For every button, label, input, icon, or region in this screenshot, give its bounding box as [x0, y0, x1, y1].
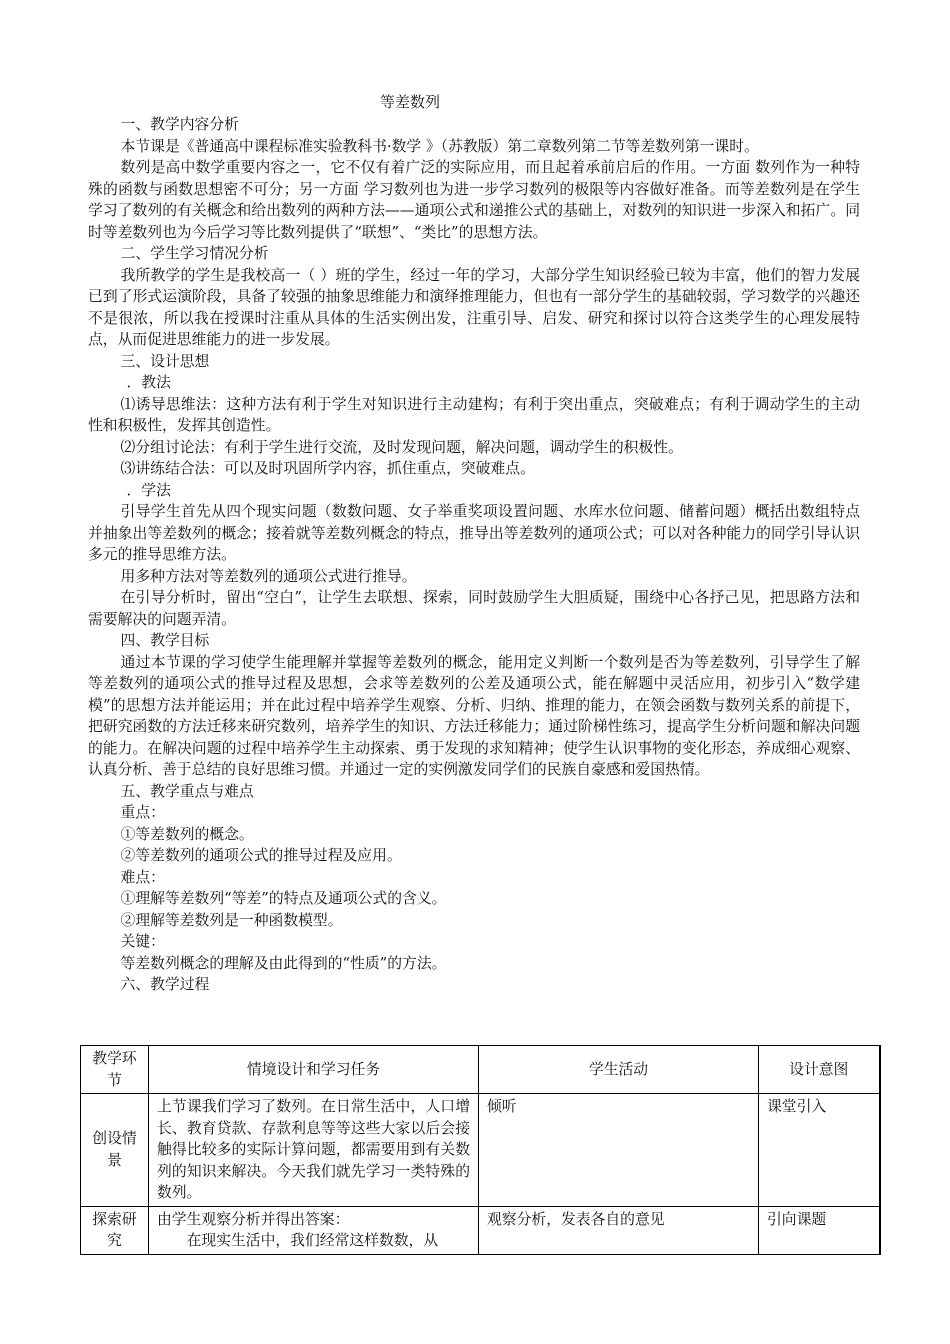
- key-point-1: ①等差数列的概念。: [120, 825, 254, 843]
- row-1-intent: 课堂引入: [759, 1094, 880, 1207]
- section-4-heading: 四、教学目标: [120, 632, 210, 649]
- section-3-subheading-learning-method: ．学法: [126, 481, 171, 499]
- section-5-heading: 五、教学重点与难点: [120, 782, 254, 800]
- difficult-point-2: ②理解等差数列是一种函数模型。: [120, 911, 343, 929]
- section-3-learning-1: 引导学生首先从四个现实问题（数数问题、女子举重奖项设置问题、水库水位问题、储蓄问题）概括出数组特点并抽象出等差数列的概念；接着就等差数列概念的特点，推导出等差数列的通项公式；可以对各种能力的同学引导认识多元的推导思维方法。: [88, 503, 860, 563]
- section-3-method-3: ⑶讲练结合法：可以及时巩固所学内容，抓住重点，突破难点。: [120, 460, 535, 477]
- section-3-learning-3: 在引导分析时，留出“空白”，让学生去联想、探索，同时鼓励学生大胆质疑，围绕中心各抒己见，把思路方法和需要解决的问题弄清。: [88, 589, 860, 628]
- row-1-task: 上节课我们学习了数列。在日常生活中，人口增长、教育贷款、存款利息等等这些大家以后会接触得比较多的实际计算问题，都需要用到有关数列的知识来解决。今天我们就先学习一类特殊的数列。: [149, 1094, 479, 1207]
- row-2-activity: 观察分析，发表各自的意见: [479, 1206, 759, 1254]
- critical-points-label: 关键：: [120, 933, 165, 950]
- table-row: [81, 1206, 880, 1254]
- section-2-paragraph-1: 我所教学的学生是我校高一（ ）班的学生，经过一年的学习，大部分学生知识经验已较为丰富，他们的智力发展已到了形式运演阶段，具备了较强的抽象思维能力和演绎推理能力，但也有一部分学生的基础较弱，学习数学的兴趣还不是很浓，所以我在授课时注重从具体的生活实例出发，注重引导、启发、研究和探讨以符合这类学生的心理发展特点，从而促进思维能力的进一步发展。: [88, 266, 860, 348]
- header-stage: 教学环节: [81, 1046, 149, 1094]
- row-2-stage: 探索研究: [81, 1206, 149, 1254]
- row-1-stage: 创设情景: [81, 1094, 149, 1207]
- document-title: 等差数列: [379, 93, 440, 111]
- key-point-2: ②等差数列的通项公式的推导过程及应用。: [120, 847, 402, 864]
- section-6-heading: 六、教学过程: [120, 976, 210, 993]
- section-2-heading: 二、学生学习情况分析: [120, 245, 269, 262]
- difficult-points-label: 难点：: [120, 868, 165, 886]
- header-activity: 学生活动: [479, 1046, 759, 1094]
- row-2-task-line-2: 在现实生活中，我们经常这样数数，从: [186, 1232, 439, 1249]
- row-2-task: [149, 1206, 479, 1254]
- document-body: [88, 114, 860, 996]
- section-1-paragraph-1: 本节课是《普通高中课程标准实验教科书·数学 》（苏教版）第二章数列第二节等差数列第一课时。: [120, 137, 759, 155]
- section-4-paragraph-1: 通过本节课的学习使学生能理解并掌握等差数列的概念，能用定义判断一个数列是否为等差数列，引导学生了解等差数列的通项公式的推导过程及思想，会求等差数列的公差及通项公式，能在解题中灵活应用，初步引入“数学建模”的思想方法并能运用；并在此过程中培养学生观察、分析、归纳、推理的能力，在领会函数与数列关系的前提下，把研究函数的方法迁移来研究数列，培养学生的知识、方法迁移能力；通过阶梯性练习，提高学生分析问题和解决问题的能力。在解决问题的过程中培养学生主动探索、勇于发现的求知精神；使学生认识事物的变化形态，养成细心观察、认真分析、善于总结的良好思维习惯。并通过一定的实例激发同学们的民族自豪感和爱国热情。: [88, 653, 860, 778]
- critical-point-1: 等差数列概念的理解及由此得到的“性质”的方法。: [120, 954, 447, 972]
- section-3-method-2: ⑵分组讨论法：有利于学生进行交流，及时发现问题，解决问题，调动学生的积极性。: [120, 438, 683, 456]
- row-2-intent: 引向课题: [759, 1206, 880, 1254]
- section-3-subheading-teaching-method: ．教法: [126, 374, 171, 391]
- section-1-heading: 一、教学内容分析: [120, 116, 239, 133]
- section-1-paragraph-2: 数列是高中数学重要内容之一，它不仅有着广泛的实际应用，而且起着承前启后的作用。一方面 数列作为一种特殊的函数与函数思想密不可分；另一方面 学习数列也为进一步学习数列的极限等内容做好准备。而等差数列是在学生学习了数列的有关概念和给出数列的两种方法——通项公式和递推公式的基础上，对数列的知识进一步深入和拓广。同时等差数列也为今后学习等比数列提供了“联想”、“类比”的思想方法。: [88, 159, 860, 241]
- section-3-method-1: ⑴诱导思维法：这种方法有利于学生对知识进行主动建构；有利于突出重点，突破难点；有利于调动学生的主动性和积极性，发挥其创造性。: [88, 395, 860, 434]
- key-points-label: 重点：: [120, 804, 165, 821]
- section-3-heading: 三、设计思想: [120, 352, 210, 370]
- table-header-row: [81, 1046, 880, 1094]
- table-row: [81, 1094, 880, 1207]
- header-task: 情境设计和学习任务: [149, 1046, 479, 1094]
- header-intent: 设计意图: [759, 1046, 880, 1094]
- row-2-task-line-1: 由学生观察分析并得出答案：: [157, 1210, 350, 1228]
- difficult-point-1: ①理解等差数列“等差”的特点及通项公式的含义。: [120, 890, 447, 907]
- row-1-activity: 倾听: [479, 1094, 759, 1207]
- teaching-process-table: [80, 1045, 881, 1255]
- section-3-learning-2: 用多种方法对等差数列的通项公式进行推导。: [120, 567, 417, 585]
